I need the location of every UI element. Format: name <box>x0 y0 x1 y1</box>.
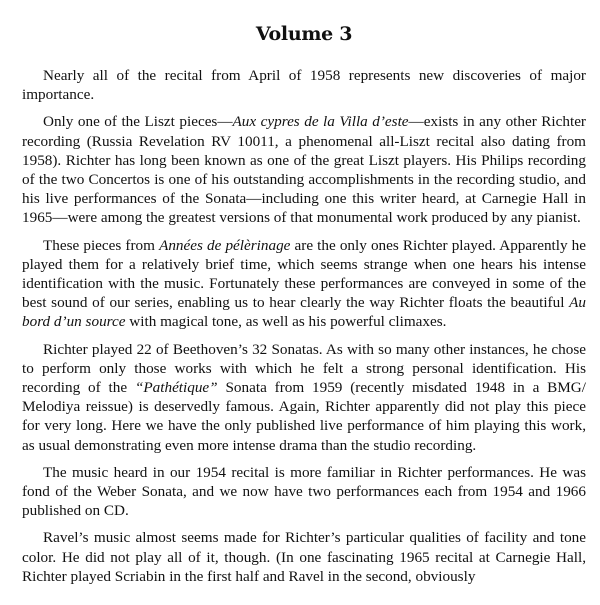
italic-title-text: Années de pélèrinage <box>159 236 291 254</box>
paragraph-beethoven-sonatas <box>22 340 586 455</box>
paragraph-annees-de-pelerinage <box>22 236 586 332</box>
paragraph-text: These pieces from <box>43 236 160 254</box>
document-body <box>22 66 586 594</box>
paragraph-text: Nearly all of the recital from April of 1958 represents new discoveries of major importance. <box>22 67 586 104</box>
paragraph-liszt-pieces <box>22 112 586 227</box>
paragraph-text: —exists in any other Richter recording (Russia Revelation RV 10011, a phenomenal all-Liszt recital also dating from 1958). Richter has long been known as one of the great Liszt players. His Philips recording of the two Concertos is one of his outstanding accomplishments in the recording studio, and his live performances of the Sonata—including one this writer heard, at Carnegie Hall in 1965—were among the greatest versions of that monumental work produced by any pianist. <box>22 113 586 227</box>
italic-title-text: “Pathétique” <box>134 379 218 397</box>
paragraph-text: Sonata from 1959 (recently misdated 1948 in a BMG/ Melodiya reissue) is deservedly famous. Again, Richter apparently did not play this piece for very long. Here we have the only published live performance of him playing this work, as usual demonstrating even more intense drama than the studio recording. <box>22 379 586 454</box>
page-title: Volume 3 <box>255 23 353 45</box>
paragraph-text: Richter played 22 of Beethoven’s 32 Sonatas. As with so many other instances, he chose to perform only those works with which he felt a strong personal identification. His recording of the <box>22 340 586 397</box>
paragraph-text: Ravel’s music almost seems made for Richter’s particular qualities of facility and tone color. He did not play all of it, though. (In one fascinating 1965 recital at Carnegie Hall, Richter played Scriabin in the first half and Ravel in the second, obviously <box>22 529 586 585</box>
paragraph-1958-recital <box>22 66 586 104</box>
paragraph-ravel <box>22 528 586 586</box>
paragraph-text: Only one of the Liszt pieces— <box>43 113 233 131</box>
italic-title-text: Au bord d’un source <box>22 294 586 331</box>
paragraph-1954-recital <box>22 463 586 521</box>
paragraph-text: The music heard in our 1954 recital is more familiar in Richter performances. He was fond of the Weber Sonata, and we now have two performances each from 1954 and 1966 published on CD. <box>22 463 586 520</box>
italic-title-text: Aux cypres de la Villa d’este <box>232 113 409 131</box>
paragraph-text: with magical tone, as well as his powerful climaxes. <box>125 313 447 331</box>
paragraph-text: are the only ones Richter played. Apparently he played them for a relatively brief time, which seems strange when one hears his intense identification with the music. Fortunately these performances are conveyed in some of the best sound of our series, enabling us to hear clearly the way Richter floats the beautiful <box>22 236 587 312</box>
